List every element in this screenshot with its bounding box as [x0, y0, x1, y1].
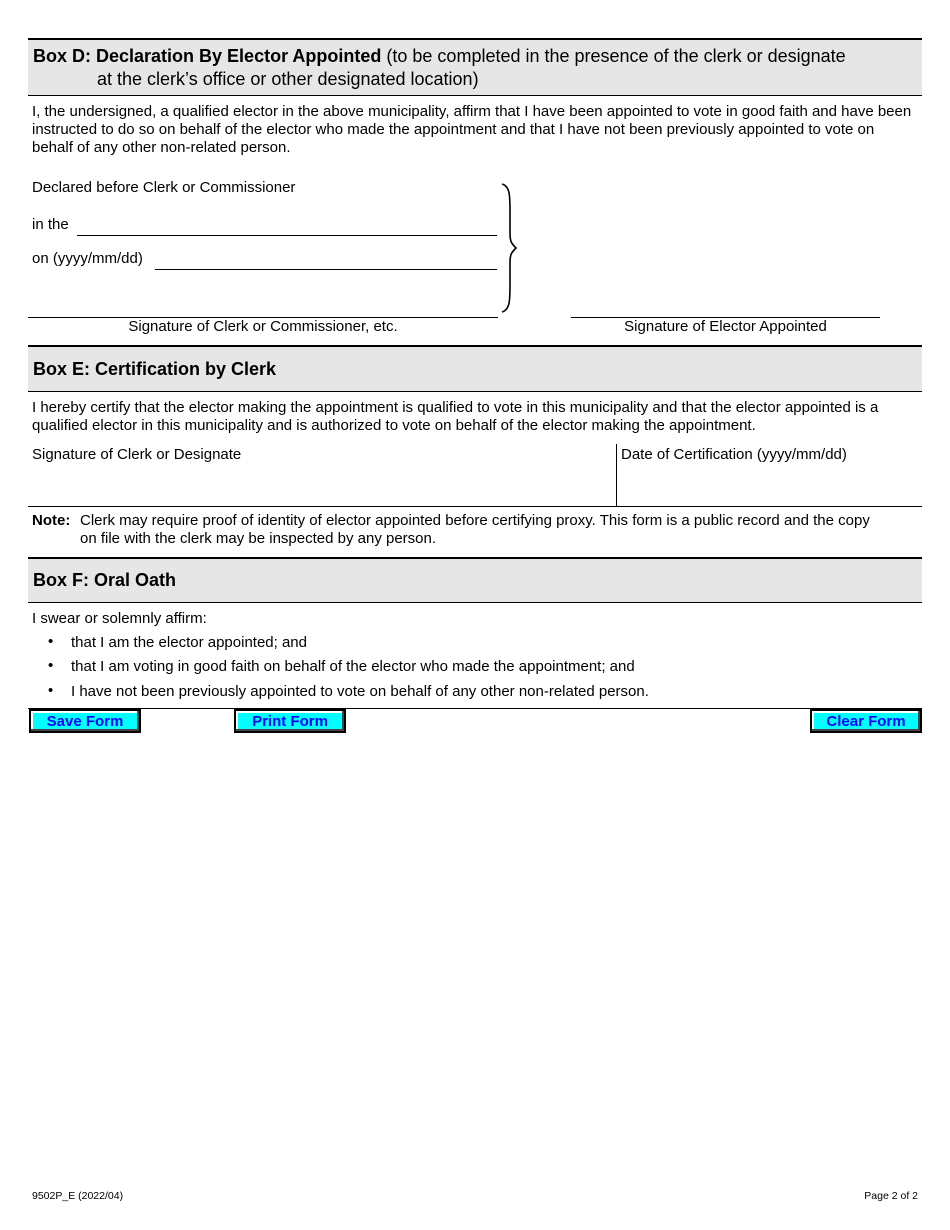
certification-date-field[interactable]	[620, 466, 918, 504]
box-e-divider	[616, 444, 617, 506]
in-the-input[interactable]	[77, 217, 497, 236]
oath-intro: I swear or solemnly affirm:	[32, 610, 207, 627]
box-d-header-rule	[28, 95, 922, 96]
bullet-icon: •	[48, 657, 54, 674]
page-number: Page 2 of 2	[864, 1190, 918, 1202]
box-e-bottom-rule	[28, 506, 922, 507]
brace-icon	[498, 182, 520, 314]
oath-item: that I am voting in good faith on behalf of the elector who made the appointment; and	[71, 658, 635, 675]
print-form-button[interactable]: Print Form	[235, 710, 345, 732]
save-form-button[interactable]: Save Form	[30, 710, 140, 732]
box-e-title: Box E: Certification by Clerk	[33, 359, 277, 379]
box-f-title: Box F: Oral Oath	[33, 570, 177, 590]
elector-signature-label: Signature of Elector Appointed	[624, 318, 827, 335]
form-code: 9502P_E (2022/04)	[32, 1190, 124, 1202]
clerk-designate-signature-label: Signature of Clerk or Designate	[32, 446, 242, 463]
bullet-icon: •	[48, 682, 54, 699]
clerk-designate-signature-field[interactable]	[30, 466, 612, 504]
declared-before-label: Declared before Clerk or Commissioner	[32, 179, 296, 196]
box-d-paragraph: I, the undersigned, a qualified elector in the above municipality, affirm that I have been appointed to vote in good faith and have been instructed to do so on behalf of the elector who made the appointment and that I have not been previously appointed to vote on behalf of any other non-related person.	[32, 103, 912, 156]
clerk-signature-label: Signature of Clerk or Commissioner, etc.	[128, 318, 398, 335]
box-f-header-rule	[28, 602, 922, 603]
box-d-title-rest: (to be completed in the presence of the clerk or designate	[386, 46, 846, 66]
oath-item: I have not been previously appointed to vote on behalf of any other non-related person.	[71, 683, 649, 700]
clear-form-button[interactable]: Clear Form	[811, 710, 921, 732]
on-date-input[interactable]	[155, 251, 497, 270]
box-d-title	[33, 45, 913, 67]
note-line-2: on file with the clerk may be inspected by any person.	[80, 530, 437, 547]
box-d-title-line2: at the clerk’s office or other designated location)	[97, 69, 479, 89]
bullet-icon: •	[48, 633, 54, 650]
note-line-1: Clerk may require proof of identity of elector appointed before certifying proxy. This form is a public record and the copy	[80, 512, 870, 529]
certification-date-label: Date of Certification (yyyy/mm/dd)	[621, 446, 847, 463]
buttons-top-rule	[28, 708, 922, 709]
box-e-header-rule	[28, 391, 922, 392]
in-the-label: in the	[32, 216, 69, 233]
box-e-paragraph: I hereby certify that the elector making the appointment is qualified to vote in this municipality and that the elector appointed is a qualified elector in this municipality and is authorized to vote on behalf of the elector making the appointment.	[32, 399, 879, 434]
on-date-label: on (yyyy/mm/dd)	[32, 250, 143, 267]
oath-item: that I am the elector appointed; and	[71, 634, 307, 651]
box-d-title-bold: Box D: Declaration By Elector Appointed	[33, 46, 382, 66]
note-label: Note:	[32, 512, 71, 529]
